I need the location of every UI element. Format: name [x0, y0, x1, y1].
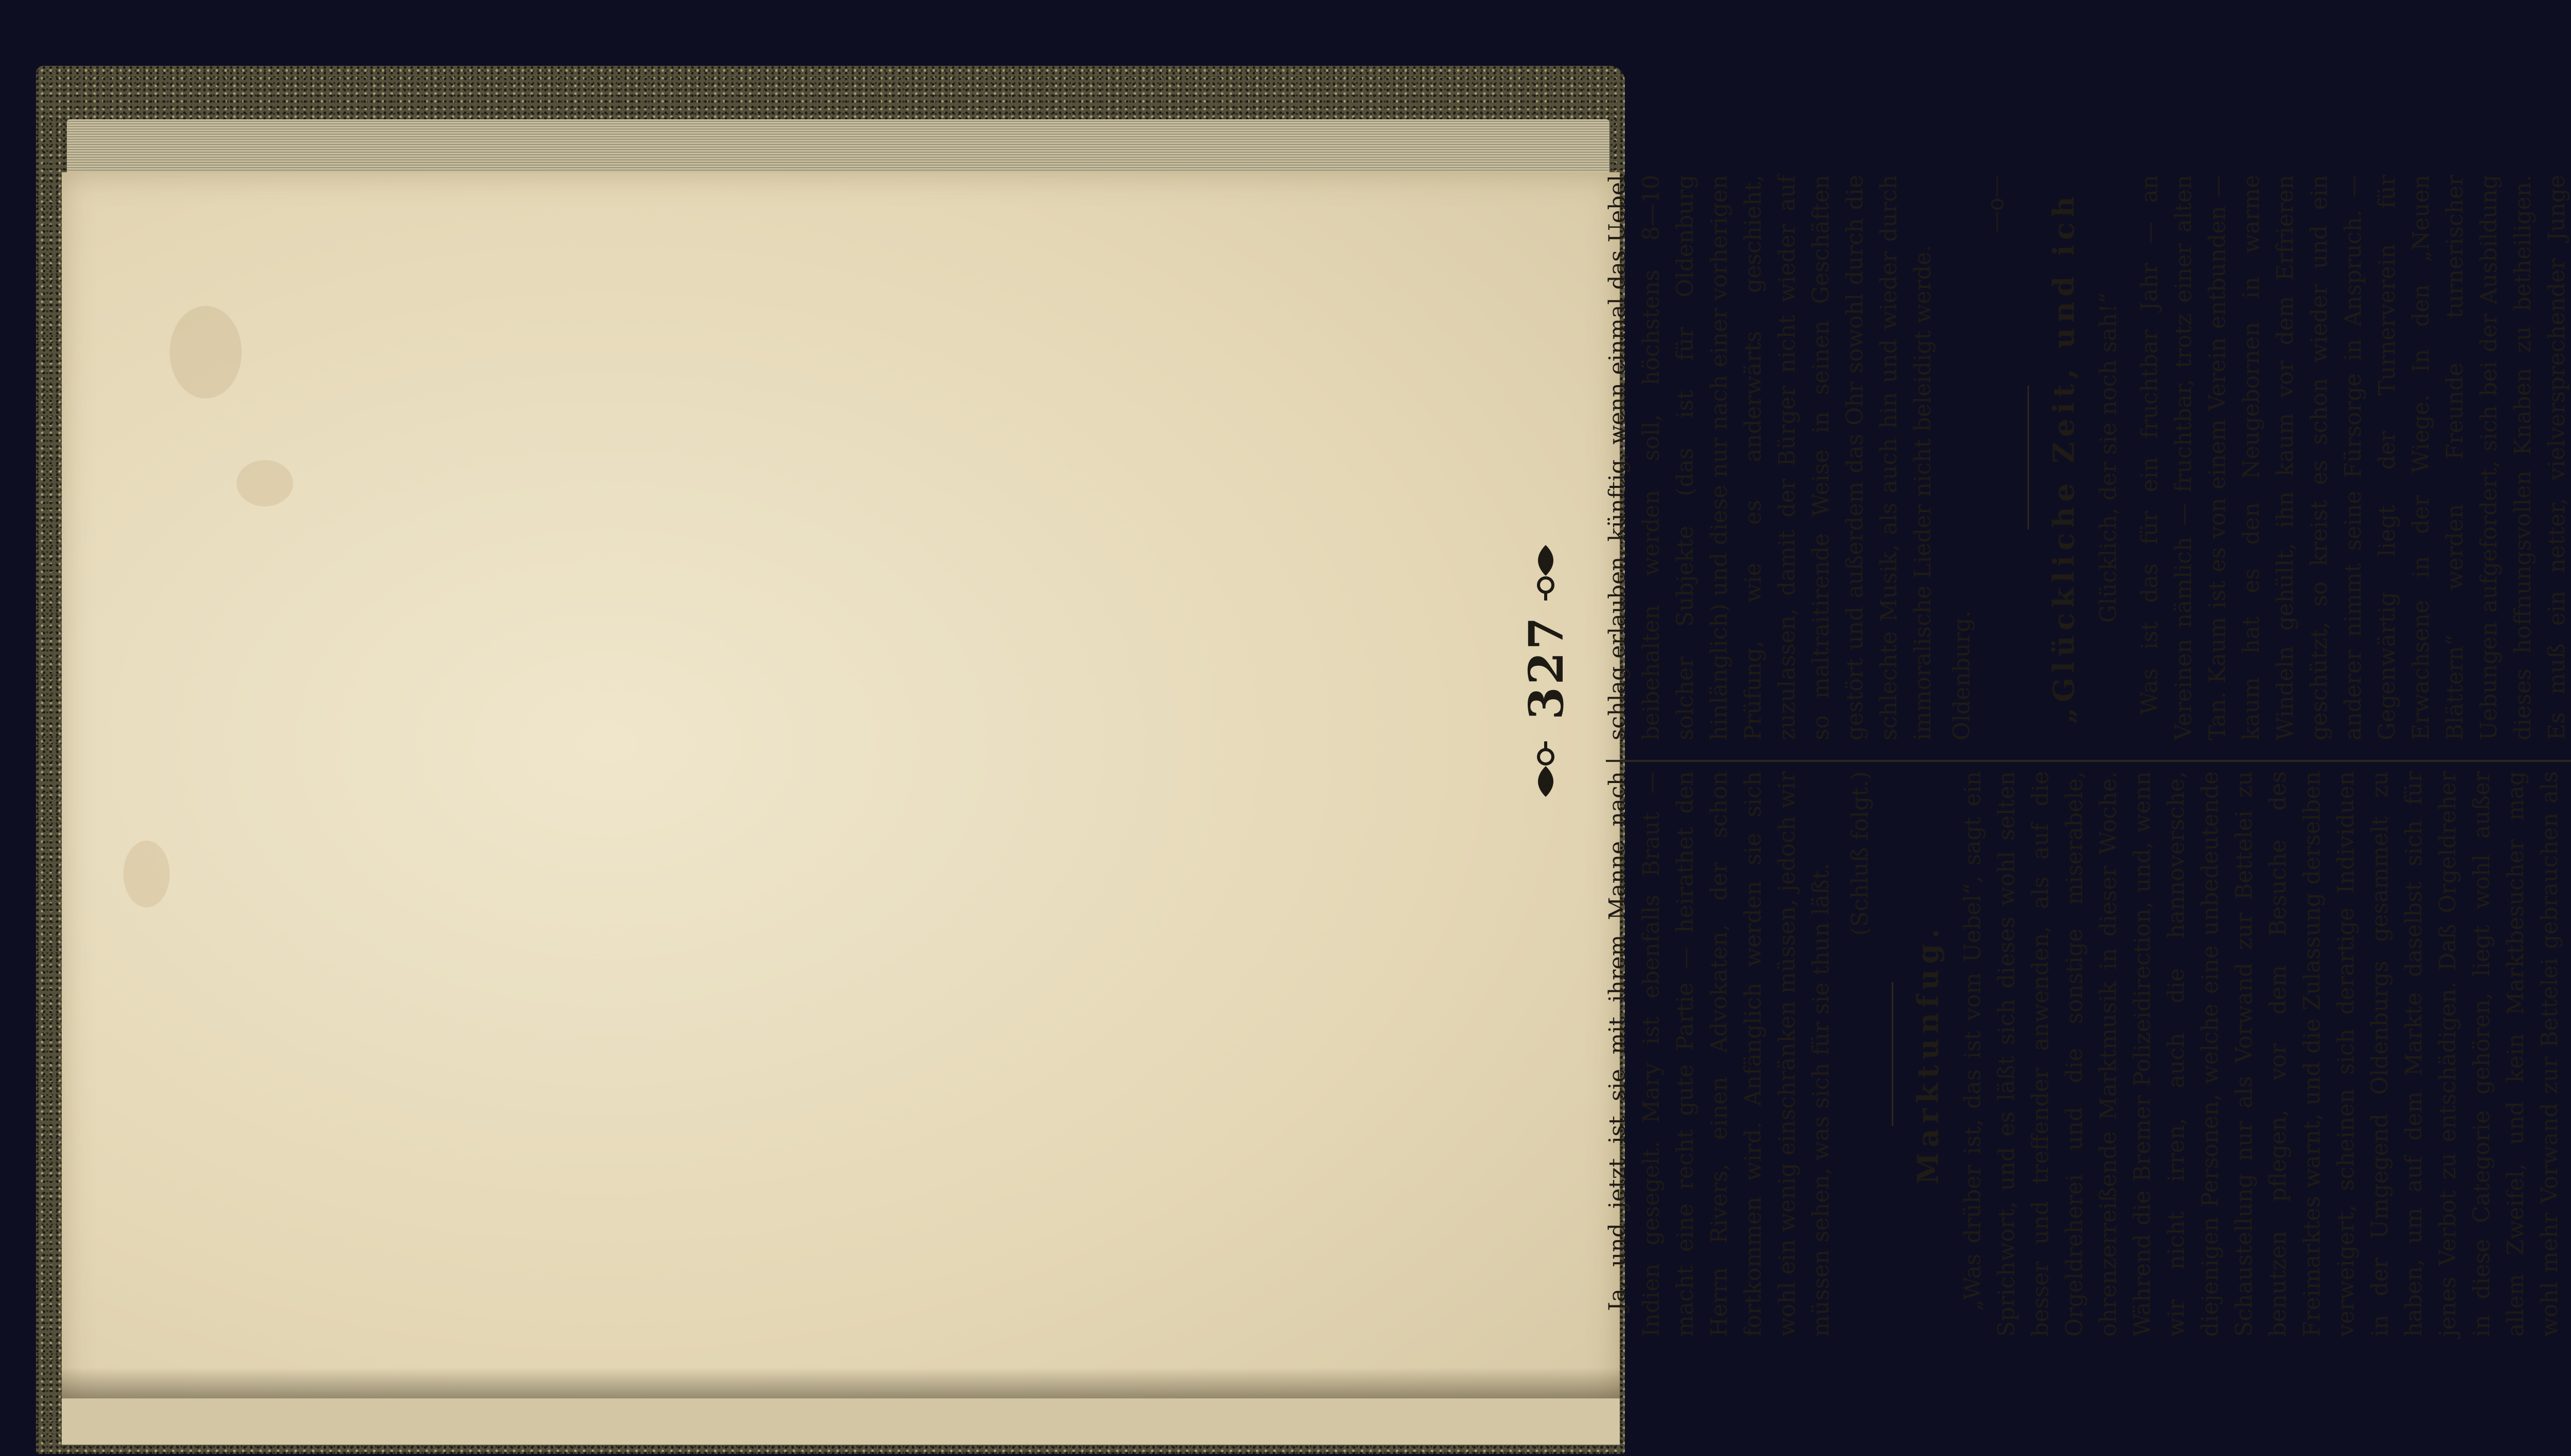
- section-title-glueckliche-zeit: „Glückliche Zeit, und ich: [2047, 191, 2081, 724]
- right-column: [1601, 175, 2571, 740]
- end-mark: —o—: [1983, 175, 2009, 234]
- paper-stain: [123, 841, 170, 907]
- printed-page: [62, 172, 1620, 1442]
- article-paragraph: „Was drüber ist, das ist vom Uebel“, sagt ein Sprichwort, und es läßt sich dieses wohl selten besser und treffender anwenden, als auf die Orgeldreherei und die sonstige miserabele, ohrenzerreißende Marktmusik in dieser Woche. Während die Bremer Polizeidirection, und, wenn wir nicht irren, auch die hannoversche, diejenigen Personen, welche eine unbedeutende Schaustellung nur als Vorwand zur Bettelei zu benutzen pflegen, vor dem Besuche des Freimarktes warnt, und die Zulassung derselben verweigert, scheinen sich derartige Individuen in der Umgegend Oldenburgs gesammelt zu haben, um auf dem Markte daselbst sich für jenes Verbot zu entschädigen. Daß Orgeldreher in diese Categorie gehören, liegt wohl außer allem Zweifel, und kein Marktbesucher mag wohl mehr Vorwand zur Bettelei gebrauchen als: [1960, 771, 2563, 1337]
- paper-stain: [237, 460, 293, 506]
- facing-page-edge: [62, 1398, 1620, 1445]
- rotated-page-content: [1513, 165, 2571, 1357]
- section-subtitle: Glücklich, der sie noch sah!“: [2095, 292, 2122, 623]
- continued-note: (Schluß folgt.): [1847, 771, 1873, 936]
- fleuron-icon: [1528, 740, 1564, 802]
- page-number: 327: [1518, 614, 1574, 720]
- column-rule: [1606, 760, 2571, 762]
- paper-stain: [170, 306, 242, 398]
- section-divider: [2027, 386, 2029, 530]
- dateline-place: Oldenburg.: [1949, 610, 1975, 740]
- article-continuation: schlag erlauben, künftig, wenn einmal das Uebel beibehalten werden soll, höchstens 8—10 solcher Subjekte (das ist für Oldenburg hinlänglich) und diese nur nach einer vorherigen Prüfung, wie es anderwärts geschieht, zuzulassen, damit der Bürger nicht wieder auf so maltraitirende Weise in seinen Geschäften gestört und außerdem das Ohr sowohl durch die schlechte Musik, als auch hin und wieder durch immoralische Lieder nicht beleidigt werde.: [1604, 175, 1936, 740]
- story-ending-paragraph: Ja, und jetzt ist sie mit ihrem Manne nach Indien gesegelt. Mary ist ebenfalls Braut — macht eine recht gute Partie — heirathet den Herrn Rivers, einen Advokaten, der schon fortkommen wird. Anfänglich werden sie sich wohl ein wenig einschränken müssen, jedoch wir müssen sehen, was sich für sie thun läßt.: [1604, 771, 1834, 1337]
- section-title-marktunfug: Marktunfug.: [1911, 923, 1945, 1185]
- left-column: [1601, 771, 2571, 1337]
- page-stack-edge: [67, 119, 1609, 181]
- page-header: [1513, 165, 1596, 1357]
- gutter-shadow: [62, 1368, 1620, 1398]
- article-paragraph: Was ist das für ein fruchtbar Jahr — an Vereinen nämlich — fruchtbar, trotz einer alten Tan. Kaum ist es von einem Verein entbunden — kaum hat es den Neugebornen in warme Windeln gehüllt, ihn kaum vor dem Erfrieren geschützt, so kreist es schon wieder und ein anderer nimmt seine Fürsorge in Anspruch. — Gegenwärtig liegt der Turnerverein für Erwachsene in der Wiege. In den „Neuen Blättern“ werden Freunde turnerischer Uebungen aufgefordert, sich bei der Ausbildung dieses hoffnungsvollen Knaben zu betheiligen. Es muß ein netter, vielversprechender Junge: [2137, 175, 2570, 740]
- fleuron-icon: [1528, 540, 1564, 602]
- section-divider: [1892, 982, 1893, 1126]
